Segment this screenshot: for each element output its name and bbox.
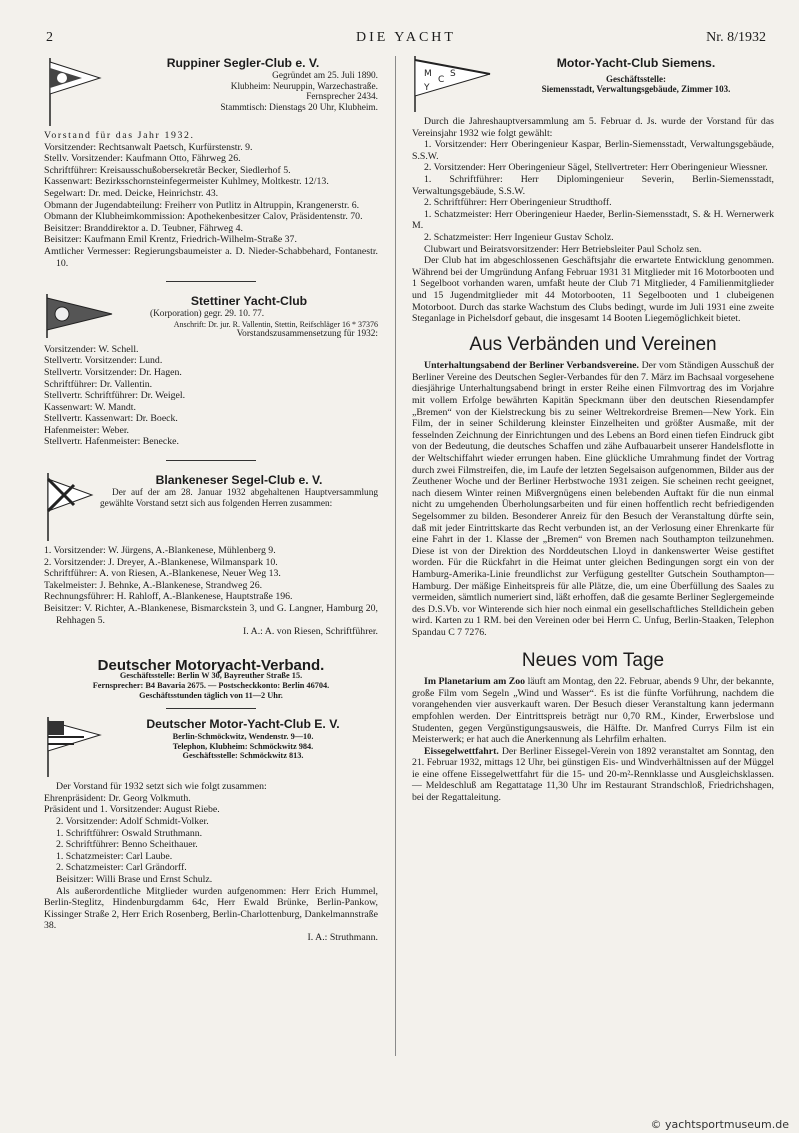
- magazine-title: DIE YACHT: [356, 30, 456, 45]
- board-entry: Kassenwart: W. Mandt.: [44, 401, 136, 413]
- dmyc-name: Deutscher Motor-Yacht-Club E. V.: [146, 717, 340, 732]
- board-entry: Beisitzer: V. Richter, A.-Blankenese, Bismarckstein 3, und G. Langner, Hamburg 20, Rehhagen 5.: [44, 603, 378, 626]
- ruppiner-board-list: [44, 142, 378, 270]
- ruppiner-phone: Fernsprecher 2434.: [306, 92, 378, 103]
- board-entry: Stellvertr. Hafenmeister: Benecke.: [44, 436, 179, 448]
- section-rule: [166, 460, 256, 461]
- board-entry: Clubwart und Beiratsvorsitzender: Herr Betriebsleiter Paul Scholz sen.: [424, 243, 702, 255]
- ruppiner-clubhouse: Klubheim: Neuruppin, Warzechastraße.: [230, 81, 378, 92]
- board-entry: 2. Schatzmeister: Carl Grändorff.: [56, 862, 187, 874]
- dmv-hours: Geschäftsstunden täglich von 11—2 Uhr.: [139, 690, 283, 700]
- dmyc-members: Als außerordentliche Mitglieder wurden aufgenommen: Herr Erich Hummel, Berlin-Steglitz, Hindenburgdamm 64c, Herr Ewald Brünke, Berlin-Pankow, Kissinger Straße 2, Herr Erich Rosenberg, Berlin-Charlottenburg, Dankelmannstraße 38.: [44, 885, 378, 932]
- board-entry: Beisitzer: Willi Brase und Ernst Schulz.: [56, 873, 213, 885]
- board-entry: 1. Vorsitzender: W. Jürgens, A.-Blankenese, Mühlenberg 9.: [44, 545, 276, 557]
- board-entry: Ehrenpräsident: Dr. Georg Volkmuth.: [44, 792, 191, 804]
- board-entry: Stellvertr. Kassenwart: Dr. Boeck.: [44, 413, 178, 425]
- board-entry: Präsident und 1. Vorsitzender: August Riebe.: [44, 804, 220, 816]
- board-entry: 2. Vorsitzender: Adolf Schmidt-Volker.: [56, 815, 209, 827]
- siemens-board-list: [412, 139, 774, 255]
- ruppiner-founded: Gegründet am 25. Juli 1890.: [272, 71, 378, 81]
- board-entry: Obmann der Klubheimkommission: Apothekenbesitzer Calov, Präsidentenstr. 70.: [44, 211, 363, 223]
- dmv-section: [44, 656, 378, 700]
- board-entry: 1. Vorsitzender: Herr Oberingenieur Kaspar, Berlin-Siemensstadt, Verwaltungsgebäude, S.S.W.: [412, 139, 774, 162]
- right-column: [412, 56, 774, 804]
- board-entry: Obmann der Jugendabteilung: Freiherr von Putlitz in Altruppin, Krangenerstr. 6.: [44, 199, 360, 211]
- section-heading-neues: Neues vom Tage: [521, 649, 665, 671]
- page-number: 2: [46, 30, 53, 45]
- dmyc-intro: Der Vorstand für 1932 setzt sich wie folgt zusammen:: [56, 781, 267, 793]
- board-entry: Segelwart: Dr. med. Deicke, Heinrichstr. 43.: [44, 187, 219, 199]
- board-entry: Takelmeister: J. Behnke, A.-Blankenese, Strandweg 26.: [44, 579, 263, 591]
- blankeneser-burgee-icon: [44, 473, 94, 541]
- planetarium-text: läuft am Montag, den 22. Februar, abends 9 Uhr, der bekannte, große Film vom Segeln „Wind und Wasser“. Es ist die fünfte Vorführung, nachdem die vorangehenden vier ausverkauft waren. Der Besuch dieser Veranstaltung kann jedermann empfohlen werden. Der Eintrittspreis beträgt nur 0,70 RM., Kinder, Erwerbslose und Studenten, gegen Vergünstigungsausweis, die Hälfte. Dr. Manfred Currys Film ist ein Meisterwerk; er hat auch die Anerkennung als Lehrfilm erhalten.: [412, 676, 774, 746]
- planetarium-article: [412, 676, 774, 746]
- stettiner-name: Stettiner Yacht-Club: [190, 294, 308, 309]
- svg-text:Y: Y: [424, 83, 430, 93]
- dmyc-burgee-icon: [44, 717, 102, 777]
- ruppiner-name: Ruppiner Segler-Club e. V.: [166, 56, 320, 70]
- dmyc-signature: I. A.: Struthmann.: [307, 931, 378, 943]
- section-heading-verbaende: Aus Verbänden und Vereinen: [469, 333, 717, 355]
- svg-text:M: M: [424, 69, 432, 79]
- section-rule: [166, 281, 256, 282]
- planetarium-lead: Im Planetarium am Zoo: [424, 676, 526, 688]
- board-entry: Schriftführer: A. von Riesen, A.-Blankenese, Neuer Weg 13.: [44, 568, 281, 580]
- board-entry: 2. Schatzmeister: Herr Ingenieur Gustav Scholz.: [424, 231, 614, 243]
- siemens-club: [412, 56, 774, 325]
- blankeneser-board-list: [44, 545, 378, 626]
- eissegel-text: Der Berliner Eissegel-Verein von 1892 veranstaltet am Sonntag, den 21. Februar 1932, mittags 12 Uhr, bei günstigen Eis- und Windverhältnissen auf der Müggel ie eine offene Eissegelwettfahrt für die 15- und 20-m²-Rennklasse und Ausgleichsklassen. — Meldeschluß am Regattatage 11,30 Uhr im Restaurant Strandschloß, Friedrichshagen, bei der Regattaleitung.: [412, 745, 774, 804]
- dmyc-address: Berlin-Schmöckwitz, Wendenstr. 9—10.: [172, 732, 314, 742]
- board-entry: 1. Schriftführer: Oswald Struthmann.: [56, 827, 203, 839]
- watermark: © yachtsportmuseum.de: [650, 1118, 789, 1131]
- ruppiner-stammtisch: Stammtisch: Dienstags 20 Uhr, Klubheim.: [220, 102, 378, 113]
- board-entry: Vorsitzender: Rechtsanwalt Paetsch, Kurfürstenstr. 9.: [44, 141, 253, 153]
- board-entry: Stellvertr. Vorsitzender: Dr. Hagen.: [44, 366, 182, 378]
- board-entry: 1. Schriftführer: Herr Diplomingenieur Severin, Berlin-Siemensstadt, Verwaltungsgebäude, S.S.W.: [412, 173, 774, 197]
- board-entry: Vorsitzender: W. Schell.: [44, 343, 139, 355]
- dmv-office: Geschäftsstelle: Berlin W 30, Bayreuther Straße 15.: [119, 671, 303, 681]
- stettiner-burgee-icon: [44, 294, 114, 338]
- issue-number: Nr. 8/1932: [706, 30, 766, 45]
- stettiner-intro: Vorstandszusammensetzung für 1932:: [236, 329, 378, 340]
- dmv-phone: Fernsprecher: B4 Bavaria 2675. — Postscheckkonto: Berlin 46704.: [92, 681, 330, 690]
- verbaende-article: [412, 360, 774, 638]
- dmyc-board-list: [44, 793, 378, 886]
- page-header: [46, 30, 766, 50]
- svg-text:S: S: [450, 69, 456, 79]
- section-rule: [166, 708, 256, 709]
- board-entry: Stellvertr. Vorsitzender: Lund.: [44, 355, 163, 367]
- board-entry: Stellv. Vorsitzender: Kaufmann Otto, Fährweg 26.: [44, 153, 241, 165]
- stettiner-address: Anschrift: Dr. jur. R. Vallentin, Stettin, Reifschläger 16 * 37376: [173, 319, 378, 329]
- board-entry: Schriftführer: Dr. Vallentin.: [44, 378, 153, 390]
- ruppiner-burgee-icon: [44, 56, 102, 126]
- ruppiner-board-title: Vorstand für das Jahr 1932.: [44, 130, 195, 141]
- dmv-title: Deutscher Motoryacht-Verband.: [97, 656, 325, 674]
- left-column: [44, 56, 378, 944]
- board-entry: 2. Schriftführer: Herr Oberingenieur Strudthoff.: [424, 197, 612, 209]
- board-entry: 2. Vorsitzender: J. Dreyer, A.-Blankenese, Wilmanspark 10.: [44, 556, 278, 568]
- column-divider: [395, 56, 396, 1056]
- board-entry: Kassenwart: Bezirksschornsteinfegermeister Kuhlmey, Moltkestr. 12/13.: [44, 176, 329, 188]
- siemens-report: Der Club hat im abgeschlossenen Geschäftsjahr die erwartete Entwicklung genommen. Während bei der Umgründung Anfang Februar 1931 31 Mitglieder mit 16 Motorbooten und 1 Segelboot vorhanden waren, umfaßt heute der Club 71 Mitglieder, 4 Familienmitglieder und 15 Jugendmitglieder mit 44 Motorbooten, 11 Segelbooten und 1 clubeigenen Motorboot. Durch das starke Wachstum des Clubs bedingt, wurde im Juli 1931 eine zweite Steganlage in Pichelsdorf gebaut, die insgesamt 14 Booten Liegemöglichkeit bietet.: [412, 255, 774, 325]
- siemens-intro: Durch die Jahreshauptversammlung am 5. Februar d. Js. wurde der Vorstand für das Vereinsjahr 1932 wie folgt gewählt:: [412, 116, 774, 139]
- siemens-name: Motor-Yacht-Club Siemens.: [556, 56, 716, 70]
- dmyc-club: [44, 717, 378, 943]
- stettiner-board-list: [44, 344, 378, 448]
- siemens-office: Siemensstadt, Verwaltungsgebäude, Zimmer 103.: [541, 83, 731, 94]
- board-entry: 1. Schatzmeister: Herr Oberingenieur Haeder, Berlin-Siemensstadt, S. & H. Wernerwerk M.: [412, 208, 774, 232]
- board-entry: Beisitzer: Kaufmann Emil Krentz, Friedrich-Wilhelm-Straße 37.: [44, 234, 297, 246]
- verbaende-lead: Unterhaltungsabend der Berliner Verbandsvereine.: [424, 360, 639, 372]
- svg-text:C: C: [438, 75, 445, 85]
- blankeneser-signature: I. A.: A. von Riesen, Schriftführer.: [243, 626, 378, 638]
- board-entry: 1. Schatzmeister: Carl Laube.: [56, 850, 173, 862]
- siemens-office-label: Geschäftsstelle:: [606, 74, 666, 84]
- board-entry: 2. Schriftführer: Benno Scheithauer.: [56, 839, 198, 851]
- ruppiner-club: [44, 56, 378, 269]
- verbaende-text: Der vom Ständigen Ausschuß der Berliner Vereine des Deutschen Segler-Verbandes für den 7. März im Bachsaal vorgesehene diesjährige Unterhaltungsabend bringt in erster Reihe einen Filmvortrag des im Vorjahre mit vollem Erfolge bewährten Kapitän Speckmann über den deutschen Riesendampfer „Bremen“ von der Kielstreckung bis zu seiner Weltrekordreise Bremen—New York. Ein Film, der in seiner Schilderung kleinster Einzelheiten und größter Ausmaße, mit der fesselnden Zeichnung der Einrichtungen und des Lebens an Bord einen tiefen Eindruck gibt von der Bedeutung, die deutsches Schaffen und zähe Aufbauarbeit unserer Handelsflotte in der Weltschiffahrt wieder errungen haben. Eine glückliche Umrahmung findet der Vortrag durch zwei Filmstreifen, die, im Laufe der letzten Segelsaison aufgenommen, Bilder aus der Zeuthener Woche und der Berliner Herbstwoche 1931 zeigen. Sie scheinen recht geeignet, nach diesem Winter reinen Mißvergnügens einen belebenden Auftakt für die nun einmal nicht zu umgehenden Überholungsarbeiten und für einen hoffentlich recht befriedigenden Segelsommer zu bilden. Besonderer Anreiz für den Besuch der Veranstaltung dürfte sein, daß mit jeder Eintrittskarte das Recht verbunden ist, an der Verlosung einer Ehrenkarte für eine Fahrt in der 1. Klasse der „Bremen“ von Bremen nach Southampton teilzunehmen. Diese ist von der Direktion des Norddeutschen Lloyd in dankenswerter Weise gestiftet worden. Für die Rückfahrt in die Heimat unter gleichen Bedingungen sorgt ein von der Hamburg-Amerika-Linie freundlichst zur Verfügung gestellter Gutschein Southampton—Hamburg. Der mäßige Einheitspreis für alle Plätze, die, um eine Überfüllung des Saales zu vermeiden, sämtlich numeriert sind, läßt erhoffen, daß die gesamte Berliner Seglergemeinde des D.S.Vb. vor Winterende sich hier noch einmal ein gesellschaftliches Stelldichein geben wird. Karten zu 1 RM. bei den Vereinen oder bei Herrn C. Unfug, Berlin-Staaken, Telephon Spandau C 7 7276.: [412, 360, 774, 638]
- blankeneser-club: [44, 473, 378, 638]
- board-entry: 2. Vorsitzender: Herr Oberingenieur Sägel, Stellvertreter: Herr Oberingenieur Wiessner.: [424, 162, 768, 174]
- board-entry: Amtlicher Vermesser: Regierungsbaumeister a. D. Nieder-Schabbehard, Fontanestr. 10.: [44, 245, 378, 269]
- blankeneser-intro: Der auf der am 28. Januar 1932 abgehaltenen Hauptversammlung gewählte Vorstand setzt sich aus folgenden Herren zusammen:: [100, 488, 378, 509]
- board-entry: Hafenmeister: Weber.: [44, 424, 129, 436]
- board-entry: Beisitzer: Branddirektor a. D. Teubner, Fährweg 4.: [44, 222, 243, 234]
- board-entry: Schriftführer: Kreisausschußobersekretär Becker, Siedlerhof 5.: [44, 164, 291, 176]
- stettiner-sub: (Korporation) gegr. 29. 10. 77.: [150, 309, 265, 320]
- siemens-burgee-icon: [412, 56, 492, 112]
- dmyc-phone: Telephon, Klubheim: Schmöckwitz 984.: [172, 741, 314, 751]
- board-entry: Stellvertr. Schriftführer: Dr. Weigel.: [44, 390, 186, 402]
- board-entry: Rechnungsführer: H. Rahloff, A.-Blankenese, Hauptstraße 196.: [44, 591, 293, 603]
- eissegel-lead: Eissegelwettfahrt.: [424, 745, 499, 757]
- stettiner-club: [44, 294, 378, 448]
- dmyc-office: Geschäftsstelle: Schmöckwitz 813.: [182, 751, 304, 761]
- blankeneser-name: Blankeneser Segel-Club e. V.: [155, 473, 323, 488]
- eissegel-article: [412, 746, 774, 804]
